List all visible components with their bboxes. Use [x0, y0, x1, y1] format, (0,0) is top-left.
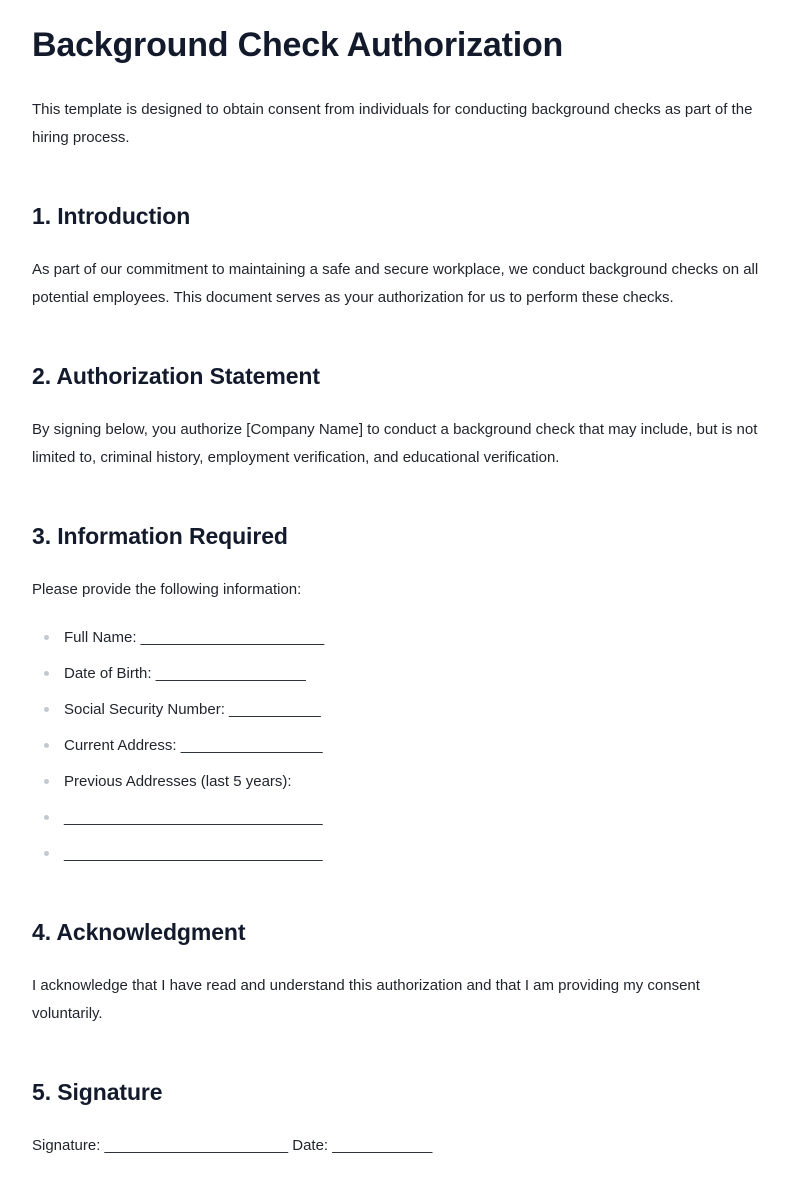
- section-body-authorization-statement: By signing below, you authorize [Company Name] to conduct a background check that may include, but is not limited to, criminal history, employment verification, and educational verification.: [32, 421, 758, 466]
- section-heading-authorization-statement: 2. Authorization Statement: [32, 363, 320, 389]
- information-list: [32, 624, 324, 876]
- list-item-text: Full Name: ______________________: [64, 629, 325, 646]
- list-item-ssn: [32, 696, 324, 732]
- bullet-icon: [44, 707, 49, 712]
- intro-paragraph: This template is designed to obtain consent from individuals for conducting background checks as part of the hiring process.: [32, 101, 753, 146]
- list-item-text: _______________________________: [64, 845, 323, 862]
- bullet-icon: [44, 743, 49, 748]
- section-body-acknowledgment: I acknowledge that I have read and understand this authorization and that I am providing my consent voluntarily.: [32, 977, 700, 1022]
- list-item-text: Previous Addresses (last 5 years):: [64, 773, 292, 790]
- list-item-date-of-birth: [32, 660, 324, 696]
- section-heading-information-required: 3. Information Required: [32, 523, 288, 549]
- section-heading-signature: 5. Signature: [32, 1079, 163, 1105]
- list-item-previous-addresses: [32, 768, 324, 804]
- bullet-icon: [44, 851, 49, 856]
- list-item-text: Current Address: _________________: [64, 737, 323, 754]
- list-item-text: Social Security Number: ___________: [64, 701, 321, 718]
- section-heading-introduction: 1. Introduction: [32, 203, 191, 229]
- section-body-information-required: Please provide the following information:: [32, 581, 302, 598]
- list-item-full-name: [32, 624, 324, 660]
- list-item-text: _______________________________: [64, 809, 323, 826]
- bullet-icon: [44, 815, 49, 820]
- document-title: Background Check Authorization: [32, 26, 564, 64]
- list-item-text: Date of Birth: __________________: [64, 665, 306, 682]
- section-heading-acknowledgment: 4. Acknowledgment: [32, 919, 246, 945]
- list-item-address-line-1: [32, 804, 324, 840]
- signature-line: Signature: ______________________ Date: ____________: [32, 1137, 433, 1154]
- bullet-icon: [44, 635, 49, 640]
- bullet-icon: [44, 671, 49, 676]
- bullet-icon: [44, 779, 49, 784]
- list-item-address-line-2: [32, 840, 324, 876]
- section-body-introduction: As part of our commitment to maintaining a safe and secure workplace, we conduct background checks on all potential employees. This document serves as your authorization for us to perform these checks.: [32, 261, 759, 306]
- list-item-current-address: [32, 732, 324, 768]
